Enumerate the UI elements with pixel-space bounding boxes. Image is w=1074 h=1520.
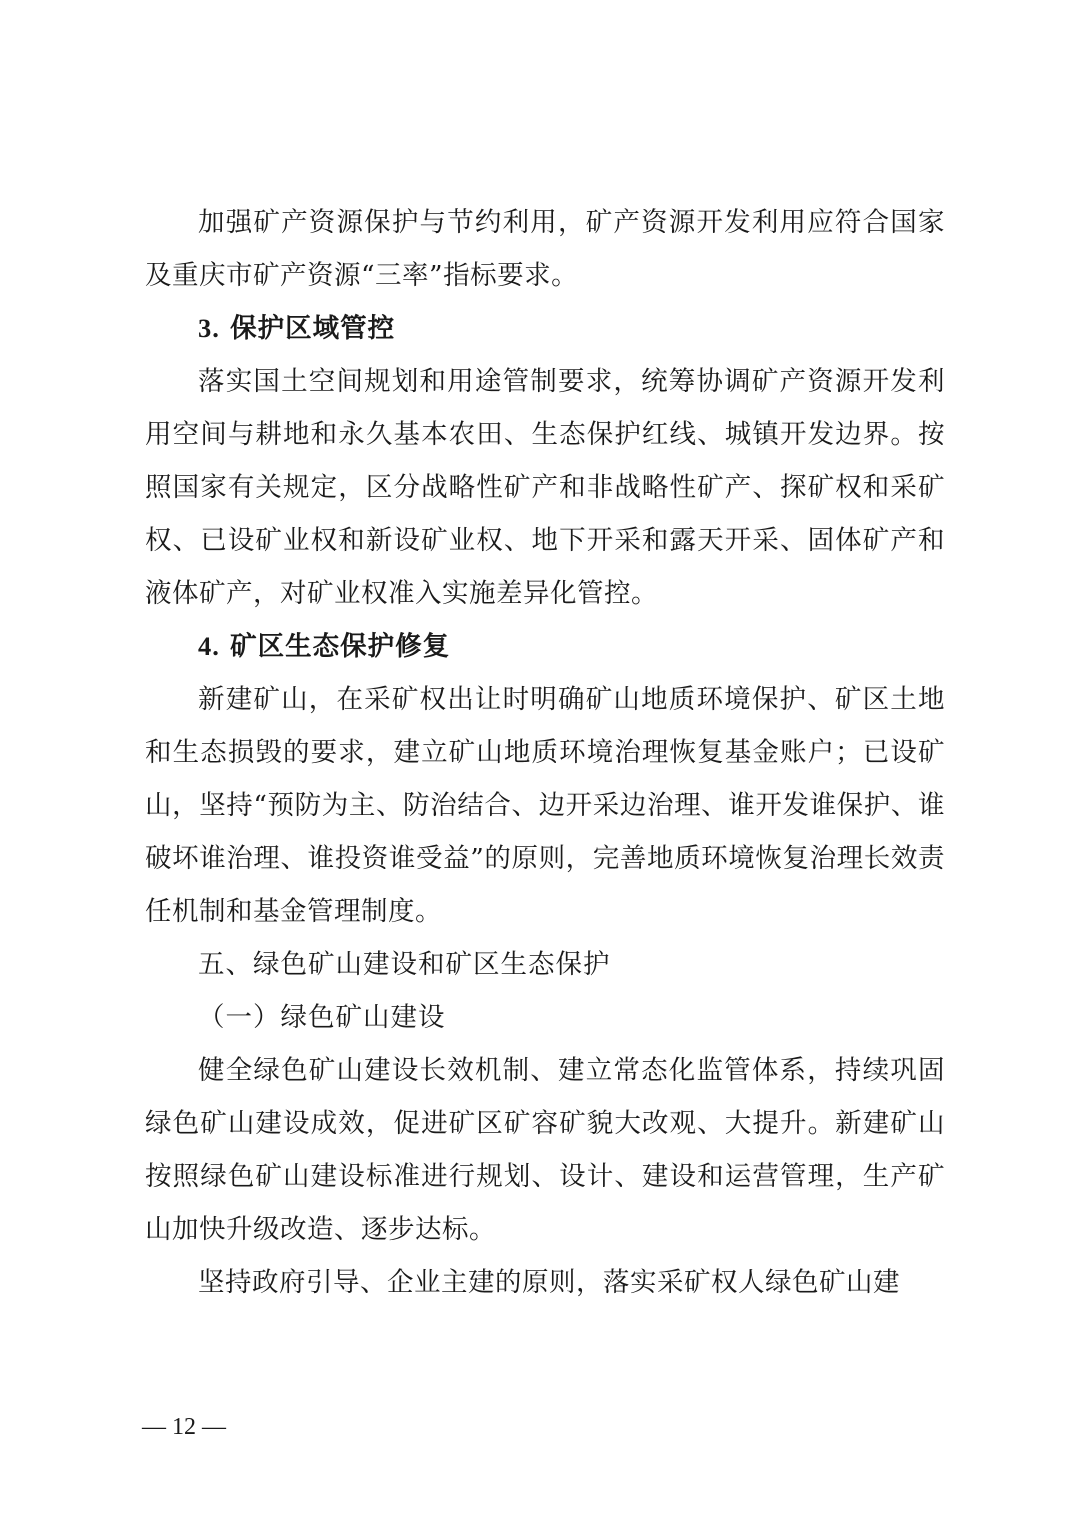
paragraph-government-guidance: 坚持政府引导、企业主建的原则，落实采矿权人绿色矿山建 [198, 1267, 900, 1298]
paragraph-spatial-planning: 落实国土空间规划和用途管制要求，统筹协调矿产资源开发利用空间与耕地和永久基本农田、生态保护红线、城镇开发边界。按照国家有关规定，区分战略性矿产和非战略性矿产、探矿权和采矿权、已设矿业权和新设矿业权、地下开采和露天开采、固体矿产和液体矿产，对矿业权准入实施差异化管控。 [145, 366, 945, 609]
heading-section-five: 五、绿色矿山建设和矿区生态保护 [198, 949, 611, 980]
paragraph-resource-protection: 加强矿产资源保护与节约利用，矿产资源开发利用应符合国家及重庆市矿产资源“三率”指标要求。 [145, 207, 945, 291]
heading-green-mine-construction: （一）绿色矿山建设 [198, 1002, 446, 1033]
heading-protected-area-control [145, 302, 945, 355]
heading-mining-ecological-restoration [145, 620, 945, 673]
paragraph-new-mines: 新建矿山，在采矿权出让时明确矿山地质环境保护、矿区土地和生态损毁的要求，建立矿山地质环境治理恢复基金账户；已设矿山，坚持“预防为主、防治结合、边开采边治理、谁开发谁保护、谁破坏谁治理、谁投资谁受益”的原则，完善地质环境恢复治理长效责任机制和基金管理制度。 [145, 684, 945, 927]
paragraph-long-term-mechanism: 健全绿色矿山建设长效机制、建立常态化监管体系，持续巩固绿色矿山建设成效，促进矿区矿容矿貌大改观、大提升。新建矿山按照绿色矿山建设标准进行规划、设计、建设和运营管理，生产矿山加快升级改造、逐步达标。 [145, 1055, 945, 1245]
document-body [145, 196, 945, 1309]
heading-text: 矿区生态保护修复 [230, 631, 451, 662]
heading-text: 保护区域管控 [230, 313, 396, 344]
heading-number: 4. [198, 631, 220, 661]
page-number: — 12 — [142, 1414, 226, 1440]
heading-number: 3. [198, 313, 220, 343]
